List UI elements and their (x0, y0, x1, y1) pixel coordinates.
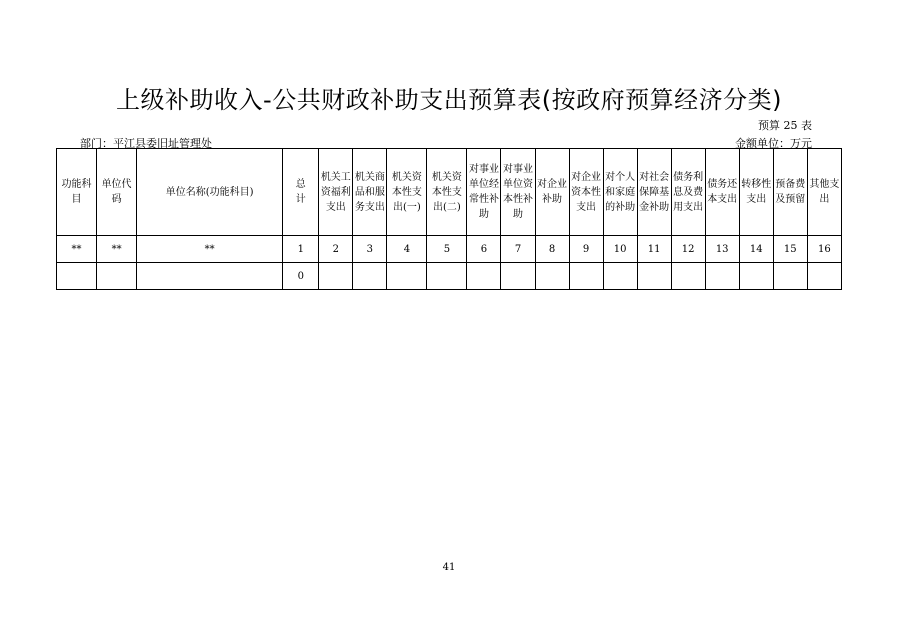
column-number-cell: 9 (569, 236, 603, 263)
column-number-cell: ** (57, 236, 97, 263)
table-cell: 0 (283, 263, 319, 290)
table-cell (569, 263, 603, 290)
header-cell: 转移性支出 (739, 149, 773, 236)
column-number-cell: 8 (535, 236, 569, 263)
header-cell: 对事业单位经常性补助 (467, 149, 501, 236)
column-number-cell: 1 (283, 236, 319, 263)
column-number-cell: 15 (773, 236, 807, 263)
table-cell (57, 263, 97, 290)
column-number-cell: 10 (603, 236, 637, 263)
header-cell: 单位代码 (97, 149, 137, 236)
header-cell: 对社会保障基金补助 (637, 149, 671, 236)
header-cell: 债务还本支出 (705, 149, 739, 236)
column-number-cell: 2 (319, 236, 353, 263)
page-number: 41 (442, 562, 456, 573)
header-cell: 对企业资本性支出 (569, 149, 603, 236)
header-cell: 机关商品和服务支出 (353, 149, 387, 236)
header-cell: 对事业单位资本性补助 (501, 149, 535, 236)
column-number-cell: ** (137, 236, 283, 263)
table-cell (353, 263, 387, 290)
header-cell: 对企业补助 (535, 149, 569, 236)
header-cell: 单位名称(功能科目) (137, 149, 283, 236)
header-cell: 功能科目 (57, 149, 97, 236)
column-number-row (57, 236, 842, 263)
page-title: 上级补助收入-公共财政补助支出预算表(按政府预算经济分类) (116, 86, 782, 114)
department-label: 部门：平江县委旧址管理处 (80, 137, 212, 150)
table-cell (637, 263, 671, 290)
table-row (57, 263, 842, 290)
table-cell (603, 263, 637, 290)
table-cell (671, 263, 705, 290)
table-cell (807, 263, 841, 290)
amount-unit-label: 金额单位：万元 (735, 137, 812, 150)
header-cell: 债务利息及费用支出 (671, 149, 705, 236)
budget-table (56, 148, 842, 290)
table-cell (387, 263, 427, 290)
table-number: 预算 25 表 (758, 119, 812, 132)
table-cell (535, 263, 569, 290)
column-number-cell: 11 (637, 236, 671, 263)
column-number-cell: 3 (353, 236, 387, 263)
column-number-cell: 6 (467, 236, 501, 263)
column-number-cell: 13 (705, 236, 739, 263)
column-number-cell: 7 (501, 236, 535, 263)
table-cell (705, 263, 739, 290)
table-cell (467, 263, 501, 290)
column-number-cell: 16 (807, 236, 841, 263)
table-cell (773, 263, 807, 290)
header-cell: 机关工资福利支出 (319, 149, 353, 236)
header-row (57, 149, 842, 236)
table-cell (319, 263, 353, 290)
table-cell (427, 263, 467, 290)
table-cell (739, 263, 773, 290)
column-number-cell: ** (97, 236, 137, 263)
header-cell: 机关资本性支出(一) (387, 149, 427, 236)
header-cell: 总计 (283, 149, 319, 236)
header-cell: 预备费及预留 (773, 149, 807, 236)
table-cell (501, 263, 535, 290)
header-cell: 对个人和家庭的补助 (603, 149, 637, 236)
table-cell (137, 263, 283, 290)
column-number-cell: 14 (739, 236, 773, 263)
header-cell: 其他支出 (807, 149, 841, 236)
header-cell: 机关资本性支出(二) (427, 149, 467, 236)
column-number-cell: 4 (387, 236, 427, 263)
column-number-cell: 5 (427, 236, 467, 263)
table-cell (97, 263, 137, 290)
column-number-cell: 12 (671, 236, 705, 263)
